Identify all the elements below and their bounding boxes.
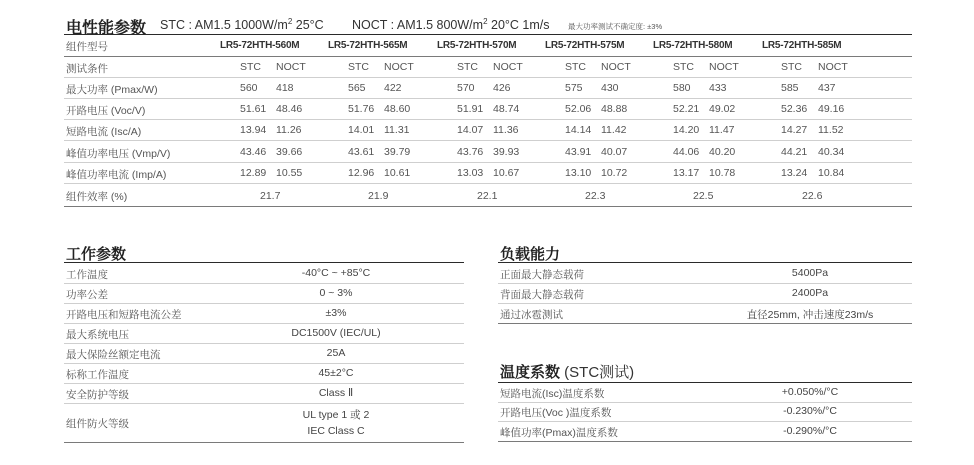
row-rule: [64, 283, 464, 284]
noct-label: NOCT: [709, 61, 739, 73]
param-label: 开路电压和短路电流公差: [66, 309, 182, 321]
value-cell: 52.36: [781, 103, 808, 115]
row-rule: [64, 363, 464, 364]
stc-text: STC : AM1.5 1000W/m: [160, 18, 288, 33]
value-cell: 433: [709, 82, 727, 94]
value-cell: 43.46: [240, 146, 267, 158]
value-cell: 565: [348, 82, 366, 94]
noct-label: NOCT: [493, 61, 523, 73]
value-cell: 11.36: [493, 124, 519, 136]
row-rule: [498, 303, 912, 304]
param-label: 标称工作温度: [66, 369, 129, 381]
row-label: 峰值功率电压 (Vmp/V): [66, 148, 171, 160]
param-label: 功率公差: [66, 289, 108, 301]
value-cell: 39.79: [384, 146, 411, 158]
param-label: 最大系统电压: [66, 329, 129, 341]
stc-label: STC: [673, 61, 694, 73]
value-cell: 430: [601, 82, 619, 94]
efficiency-value: 22.5: [693, 190, 714, 202]
value-cell: 51.91: [457, 103, 484, 115]
value-cell: 40.07: [601, 146, 628, 158]
model-name: LR5-72HTH-575M: [545, 40, 625, 51]
value-cell: 13.24: [781, 167, 808, 179]
efficiency-value: 21.7: [260, 190, 281, 202]
model-name: LR5-72HTH-565M: [328, 40, 408, 51]
value-cell: 44.21: [781, 146, 808, 158]
value-cell: 12.89: [240, 167, 267, 179]
param-value: 25A: [326, 347, 346, 359]
load-label: 正面最大静态载荷: [500, 269, 584, 281]
temperature-title: [500, 361, 634, 382]
efficiency-value: 22.3: [585, 190, 606, 202]
load-value: 5400Pa: [791, 267, 829, 279]
noct-text: NOCT : AM1.5 800W/m: [352, 18, 484, 33]
param-label: 安全防护等级: [66, 389, 129, 401]
param-value: 45±2°C: [318, 367, 354, 379]
temperature-top-rule: [498, 382, 912, 383]
value-cell: 11.31: [384, 124, 410, 136]
load-title: 负载能力: [500, 246, 561, 263]
row-rule: [498, 283, 912, 284]
row-rule: [64, 77, 912, 78]
model-name: LR5-72HTH-585M: [762, 40, 842, 51]
value-cell: 52.06: [565, 103, 592, 115]
table-bottom-rule: [64, 206, 912, 207]
value-cell: 51.76: [348, 103, 375, 115]
row-rule: [64, 183, 912, 184]
operating-bottom-rule: [64, 442, 464, 443]
value-cell: 10.67: [493, 167, 520, 179]
model-name: LR5-72HTH-570M: [437, 40, 517, 51]
load-top-rule: [498, 262, 912, 263]
row-rule: [498, 402, 912, 403]
value-cell: 10.55: [276, 167, 303, 179]
param-value: 0 ~ 3%: [319, 287, 353, 299]
value-cell: 418: [276, 82, 294, 94]
row-rule: [64, 303, 464, 304]
fire-rating-line2: IEC Class C: [307, 425, 365, 437]
value-cell: 14.14: [565, 124, 592, 136]
value-cell: 10.61: [384, 167, 411, 179]
load-value: 直径25mm, 冲击速度23m/s: [746, 309, 874, 321]
temperature-subtitle: (STC测试): [560, 364, 635, 381]
load-label: 背面最大静态载荷: [500, 289, 584, 301]
value-cell: 13.94: [240, 124, 267, 136]
efficiency-label: 组件效率 (%): [66, 191, 128, 203]
value-cell: 40.34: [818, 146, 845, 158]
value-cell: 11.47: [709, 124, 735, 136]
value-cell: 14.20: [673, 124, 700, 136]
temp-coeff-value: -0.230%/°C: [783, 405, 837, 417]
value-cell: 13.03: [457, 167, 484, 179]
efficiency-value: 21.9: [368, 190, 389, 202]
noct-label: NOCT: [818, 61, 848, 73]
stc-tail: 25°C: [292, 18, 324, 33]
value-cell: 39.93: [493, 146, 520, 158]
efficiency-value: 22.1: [477, 190, 498, 202]
value-cell: 422: [384, 82, 402, 94]
value-cell: 12.96: [348, 167, 375, 179]
row-rule: [498, 323, 912, 324]
fire-rating-label: 组件防火等级: [66, 418, 129, 430]
value-cell: 11.26: [276, 124, 302, 136]
temperature-title-main: 温度系数: [500, 364, 561, 381]
fire-rating-line1: UL type 1 或 2: [302, 409, 370, 421]
value-cell: 437: [818, 82, 836, 94]
temp-coeff-label: 峰值功率(Pmax)温度系数: [500, 427, 618, 439]
param-value: Class Ⅱ: [318, 387, 354, 399]
model-name: LR5-72HTH-560M: [220, 40, 300, 51]
row-rule: [64, 98, 912, 99]
row-rule: [64, 140, 912, 141]
load-label: 通过冰雹测试: [500, 309, 563, 321]
noct-label: NOCT: [276, 61, 306, 73]
header-rule: [64, 56, 912, 57]
temp-coeff-value: -0.290%/°C: [783, 425, 837, 437]
stc-label: STC: [240, 61, 261, 73]
noct-tail: 20°C 1m/s: [487, 18, 550, 33]
row-label: 开路电压 (Voc/V): [66, 105, 146, 117]
noct-label: NOCT: [601, 61, 631, 73]
value-cell: 10.72: [601, 167, 628, 179]
temp-coeff-value: +0.050%/°C: [781, 386, 839, 398]
model-header-label: 组件型号: [66, 41, 108, 53]
value-cell: 49.02: [709, 103, 736, 115]
row-rule: [64, 383, 464, 384]
temp-coeff-label: 短路电流(Isc)温度系数: [500, 388, 605, 400]
value-cell: 13.17: [673, 167, 700, 179]
row-label: 短路电流 (Isc/A): [66, 126, 142, 138]
value-cell: 43.91: [565, 146, 592, 158]
value-cell: 10.78: [709, 167, 736, 179]
operating-top-rule: [64, 262, 464, 263]
temp-coeff-label: 开路电压(Voc )温度系数: [500, 407, 612, 419]
value-cell: 49.16: [818, 103, 845, 115]
row-label: 最大功率 (Pmax/W): [66, 84, 158, 96]
load-value: 2400Pa: [791, 287, 829, 299]
noct-label: NOCT: [384, 61, 414, 73]
power-uncertainty-note: 最大功率测试不确定度: ±3%: [568, 22, 663, 31]
model-name: LR5-72HTH-580M: [653, 40, 733, 51]
value-cell: 11.42: [601, 124, 627, 136]
table-top-rule: [64, 34, 912, 35]
value-cell: 11.52: [818, 124, 844, 136]
param-label: 工作温度: [66, 269, 108, 281]
value-cell: 570: [457, 82, 475, 94]
param-label: 最大保险丝额定电流: [66, 349, 161, 361]
param-value: DC1500V (IEC/UL): [291, 327, 381, 339]
value-cell: 48.46: [276, 103, 303, 115]
row-rule: [498, 441, 912, 442]
value-cell: 426: [493, 82, 511, 94]
value-cell: 43.76: [457, 146, 484, 158]
noct-conditions: [352, 17, 549, 32]
value-cell: 575: [565, 82, 583, 94]
row-rule: [64, 162, 912, 163]
stc-label: STC: [781, 61, 802, 73]
stc-conditions: [160, 17, 324, 32]
row-rule: [64, 403, 464, 404]
stc-label: STC: [457, 61, 478, 73]
row-rule: [64, 119, 912, 120]
value-cell: 44.06: [673, 146, 700, 158]
value-cell: 40.20: [709, 146, 736, 158]
value-cell: 585: [781, 82, 799, 94]
row-rule: [64, 343, 464, 344]
value-cell: 560: [240, 82, 258, 94]
value-cell: 48.60: [384, 103, 411, 115]
stc-label: STC: [348, 61, 369, 73]
value-cell: 14.01: [348, 124, 375, 136]
value-cell: 13.10: [565, 167, 592, 179]
param-value: ±3%: [325, 307, 347, 319]
noct-sup: 2: [483, 17, 488, 26]
value-cell: 51.61: [240, 103, 267, 115]
value-cell: 580: [673, 82, 691, 94]
value-cell: 10.84: [818, 167, 845, 179]
row-label: 峰值功率电流 (Imp/A): [66, 169, 167, 181]
value-cell: 48.88: [601, 103, 628, 115]
operating-title: 工作参数: [66, 246, 127, 263]
stc-sup: 2: [287, 17, 293, 26]
param-value: -40°C ~ +85°C: [301, 267, 371, 279]
value-cell: 39.66: [276, 146, 303, 158]
value-cell: 43.61: [348, 146, 375, 158]
efficiency-value: 22.6: [802, 190, 823, 202]
stc-label: STC: [565, 61, 586, 73]
value-cell: 48.74: [493, 103, 520, 115]
row-rule: [64, 323, 464, 324]
value-cell: 14.07: [457, 124, 484, 136]
value-cell: 14.27: [781, 124, 808, 136]
electrical-title: 电性能参数: [66, 20, 147, 37]
value-cell: 52.21: [673, 103, 700, 115]
row-rule: [498, 421, 912, 422]
test-condition-label: 测试条件: [66, 63, 108, 75]
